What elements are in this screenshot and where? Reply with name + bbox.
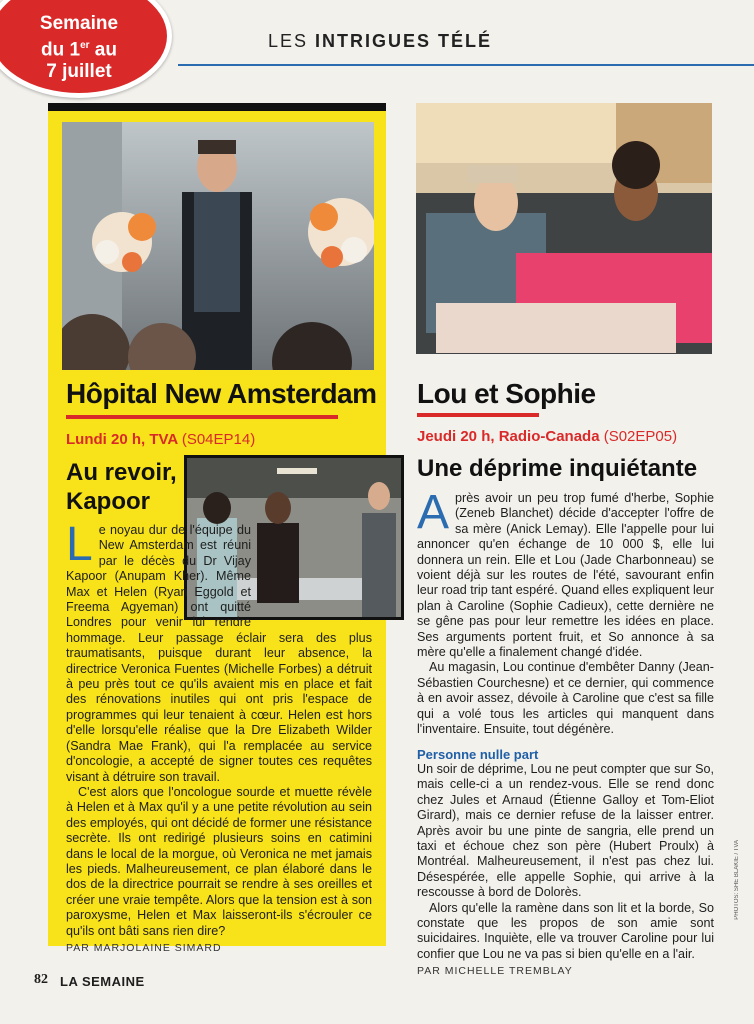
right-subhead: Personne nulle part [417, 746, 539, 762]
right-dropcap: A [417, 486, 450, 539]
lou-sophie-photo [416, 103, 712, 354]
left-article-topbar [48, 103, 386, 111]
badge-line3: 7 juillet [46, 61, 112, 83]
new-amsterdam-main-photo [62, 122, 374, 370]
left-para2: C'est alors que l'oncologue sourde et muette révèle à Helen et à Max qu'il y a une petite révolution au sein des employés, qui ont décidé de former une résistance secrète. Ils ont redirigé plusieurs soins en catimini dans le local de la morgue, où Veronica ne met jamais les pieds. Malheureusement, ce plan élaboré dans le dos de la directrice pourrait se rendre à ses oreilles et créer une vraie tempête. Alors que la tension est à son paroxysme, Helen et Max laisseront-ils s'écrouler ce qu'ils ont bâti sans rien dire? [66, 784, 372, 938]
right-para1: près avoir un peu trop fumé d'herbe, Sophie (Zeneb Blanchet) décide d'accepter l'offre de sa mère (Anick Lemay). Elle l'appelle pour lui annoncer qu'en échange de 10 000 $, elle lui donnera un rein. Elle et Lou (Jade Charbonneau) se voient déjà sur les routes de l'été, savourant enfin leur road trip tant espéré. Quand elles expliquent leur plan à Caroline (Sophie Cadieux), cette dernière ne se gêne pas pour leur remettre les idées en place. Ses arguments portent fruit, et So annonce à sa mère qu'elle a finalement changé d'idée. [417, 491, 714, 660]
right-headline: Une déprime inquiétante [417, 455, 698, 482]
section-title: LES INTRIGUES TÉLÉ [268, 31, 493, 51]
left-schedule: Lundi 20 h, TVA (S04EP14) [66, 431, 256, 448]
page-number: 82 [34, 972, 48, 987]
right-para3: Un soir de déprime, Lou ne peut compter que sur So, mais celle-ci a un rendez-vous. Elle se rend donc chez Jules et Arnaud (Étienne Galloy et Tom-Eliot Girard), mais ce dernier refuse de la laisser entrer. Après avoir bu une pinte de sangria, elle prend un taxi et échoue chez son père (Hubert Proulx) à Montréal. Malheureusement, il n'est pas chez lui. Désespérée, elle appelle Sophie, qui arrive à la rescousse à bord de Dolorès. [417, 761, 714, 900]
right-title-underline [417, 413, 539, 417]
right-byline: PAR MICHELLE TREMBLAY [417, 965, 573, 978]
badge-line1: Semaine [39, 13, 119, 34]
badge-line2: du 1er au [41, 39, 117, 61]
photo-credit: PHOTOS: SHE BLAKIE / TVA [734, 840, 740, 920]
magazine-name: LA SEMAINE [60, 974, 145, 989]
left-dropcap: L [66, 518, 93, 571]
right-schedule: Jeudi 20 h, Radio-Canada (S02EP05) [417, 428, 678, 445]
right-para4: Alors qu'elle la ramène dans son lit et la borde, So constate que les propos de son amie sont suicidaires. Inquiète, elle va trouver Caroline pour lui confier que Lou ne va pas si bien qu'elle en a l'air. [417, 900, 714, 961]
header-rule [178, 64, 754, 66]
left-title-underline [66, 415, 338, 419]
right-para2: Au magasin, Lou continue d'embêter Danny (Jean-Sébastien Courchesne) et ce dernier, qui commence à en avoir assez, dévoile à Caroline que c'est sa fille qui a volé tous les articles qui manquent dans l'inventaire. Ensuite, tout dégénère. [417, 660, 714, 737]
right-article-body [417, 486, 714, 980]
right-show-title: Lou et Sophie [417, 378, 596, 409]
left-intro: e noyau dur de l'équipe du New Amsterdam est réuni par le décès du Dr Vijay Kapoor (Anupam Kher). Même Max et Helen (Ryan Eggold et Freema Agyeman) ont quitté Londres pour venir lui rendre hommage. Leur passage éclair sera des plus traumatisants, puisque durant leur absence, la directrice Veronica Fuentes (Michelle Forbes) a détruit à peu près tout ce qu'ils avaient mis en place et fait des rénovations inutiles qui ont pris l'espace de programmes qui leur tenaient à cœur. Helen est hors d'elle lorsqu'elle réalise que la Dre Elizabeth Wilder (Sandra Mae Frank), qui l'a remplacée au service d'oncologie, a accepté de signer toutes ces requêtes visant à détruire son travail. [66, 523, 372, 784]
left-headline: Au revoir, Kapoor [66, 459, 177, 515]
left-byline: PAR MARJOLAINE SIMARD [66, 941, 222, 954]
left-show-title: Hôpital New Amsterdam [66, 378, 377, 409]
date-badge [0, 0, 172, 98]
left-article-body [66, 518, 372, 956]
